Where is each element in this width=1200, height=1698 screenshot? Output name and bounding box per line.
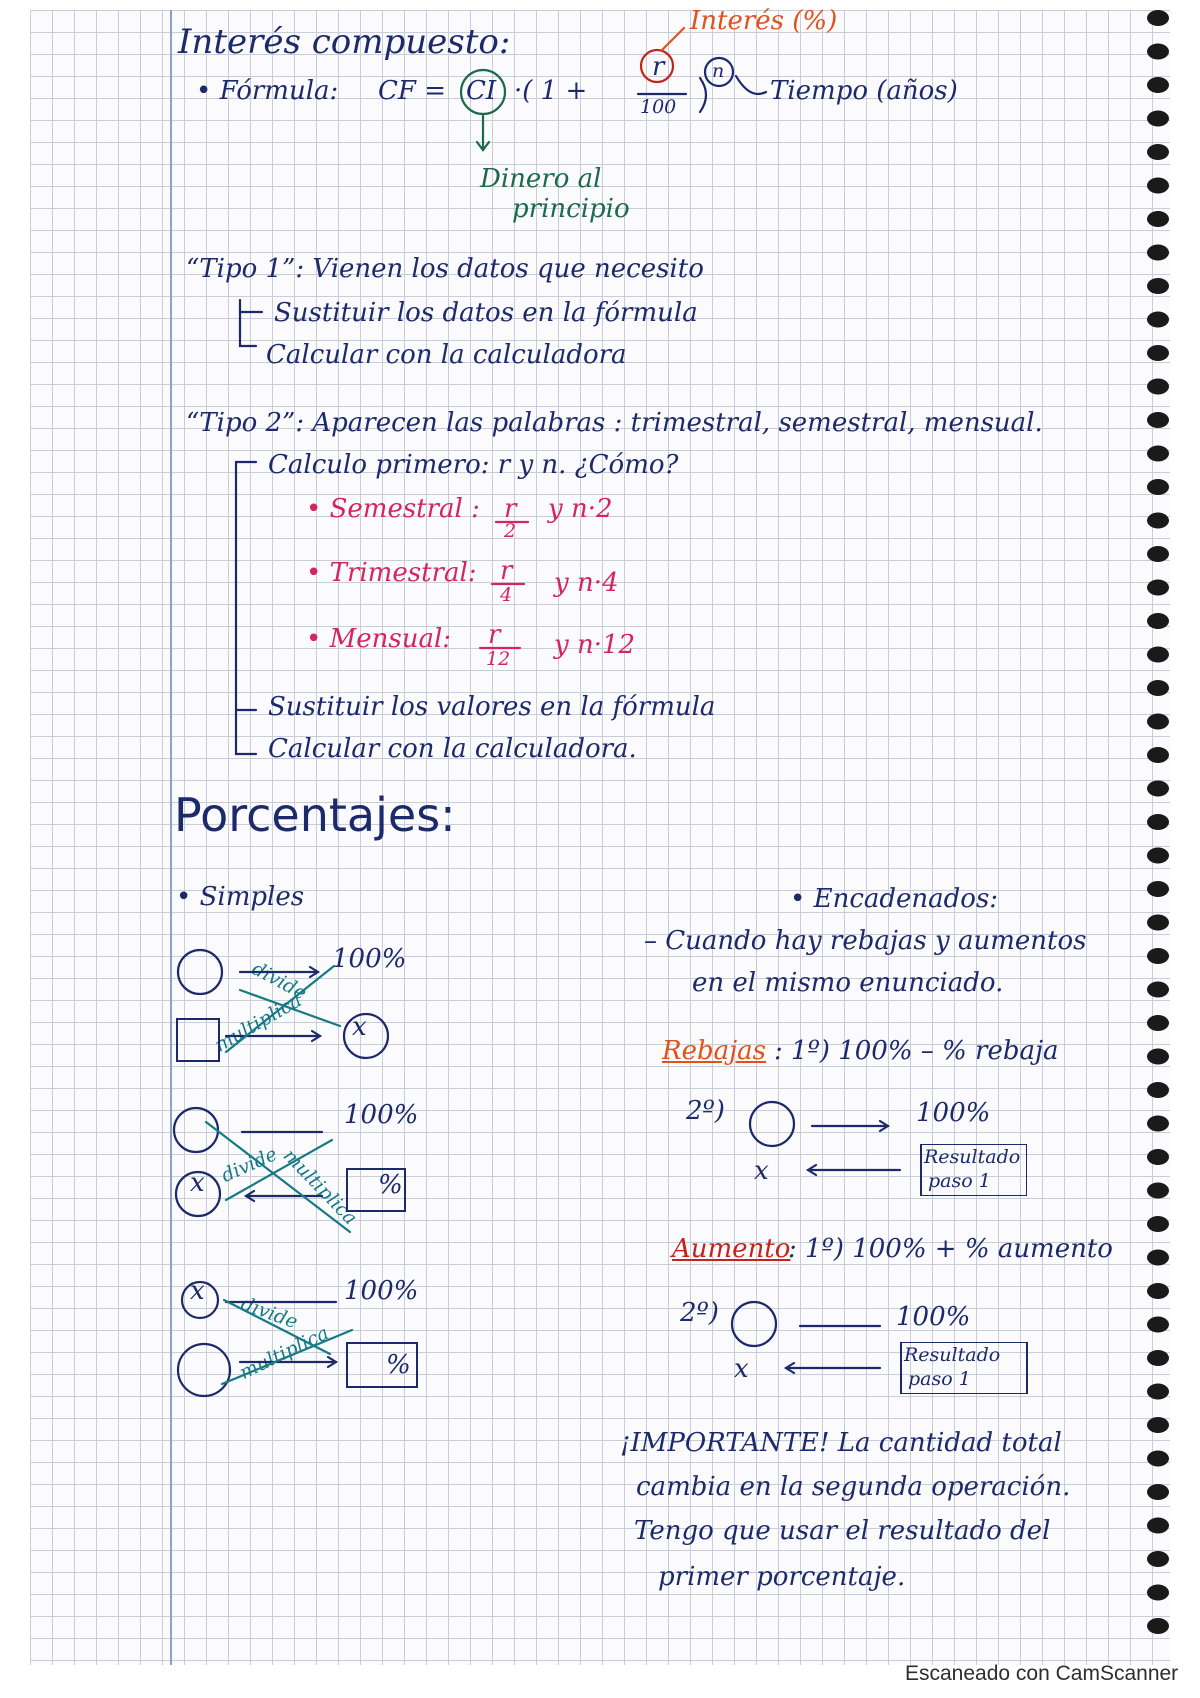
mensual-denominator: 12 — [486, 648, 511, 670]
semestral-denominator: 2 — [504, 520, 517, 542]
tipo1-step1: Sustituir los datos en la fórmula — [274, 298, 698, 328]
rebajas-step1: : 1º) 100% – % rebaja — [774, 1036, 1059, 1066]
formula-cf: CF = — [378, 76, 446, 106]
formula-100: 100 — [640, 96, 677, 118]
porcentajes-title: Porcentajes: — [174, 788, 456, 842]
aumento-paso1: paso 1 — [908, 1368, 971, 1390]
tipo2-heading: “Tipo 2”: Aparecen las palabras : trimestral, semestral, mensual. — [186, 408, 1043, 438]
aumento-step1: : 1º) 100% + % aumento — [788, 1234, 1113, 1264]
simple1-multiplica: multiplica — [210, 989, 306, 1057]
tipo2-step2: Sustituir los valores en la fórmula — [268, 692, 716, 722]
rebajas-100: 100% — [916, 1098, 991, 1128]
aumento-x: x — [734, 1354, 749, 1384]
aumento-step2-label: 2º) — [680, 1298, 719, 1328]
rebajas-resultado: Resultado — [924, 1146, 1021, 1168]
tipo1-step2: Calcular con la calculadora — [266, 340, 627, 370]
simple2-x: x — [190, 1168, 205, 1198]
simple3-100: 100% — [344, 1276, 419, 1306]
simples-label: • Simples — [176, 882, 305, 912]
importante-line-2: cambia en la segunda operación. — [636, 1472, 1071, 1502]
annotation-dinero-1: Dinero al — [480, 164, 602, 194]
scanner-watermark: Escaneado con CamScanner — [905, 1662, 1179, 1685]
annotation-dinero-2: principio — [512, 194, 630, 224]
annotation-interes: Interés (%) — [690, 6, 838, 36]
importante-line-4: primer porcentaje. — [658, 1562, 906, 1592]
trimestral-label: • Trimestral: — [306, 558, 477, 588]
importante-line-3: Tengo que usar el resultado del — [634, 1516, 1051, 1546]
simple2-pct: % — [378, 1170, 403, 1200]
mensual-r: r — [488, 620, 501, 650]
aumento-label: Aumento — [672, 1234, 791, 1264]
trimestral-denominator: 4 — [500, 584, 513, 606]
annotation-tiempo: Tiempo (años) — [770, 76, 958, 106]
encadenados-desc-1: – Cuando hay rebajas y aumentos — [644, 926, 1087, 956]
semestral-r: r — [504, 494, 517, 524]
simple1-100: 100% — [332, 944, 407, 974]
mensual-label: • Mensual: — [306, 624, 452, 654]
simple2-divide: divide — [218, 1143, 281, 1187]
formula-r: r — [652, 52, 665, 82]
mensual-n: y n·12 — [554, 630, 636, 660]
interes-title: Interés compuesto: — [178, 22, 511, 62]
semestral-label: • Semestral : — [306, 494, 480, 524]
trimestral-n: y n·4 — [554, 568, 619, 598]
tipo2-step3: Calcular con la calculadora. — [268, 734, 637, 764]
importante-line-1: ¡IMPORTANTE! La cantidad total — [620, 1428, 1062, 1458]
rebajas-label: Rebajas — [662, 1036, 767, 1066]
formula-middle: ·( 1 + — [514, 76, 588, 106]
simple2-100: 100% — [344, 1100, 419, 1130]
formula-ci: CI — [466, 76, 497, 106]
simple3-multiplica: multiplica — [236, 1321, 333, 1385]
rebajas-x: x — [754, 1156, 769, 1186]
aumento-100: 100% — [896, 1302, 971, 1332]
rebajas-paso1: paso 1 — [928, 1170, 991, 1192]
simple2-multiplica: multiplica — [278, 1144, 362, 1230]
simple3-pct: % — [386, 1350, 411, 1380]
aumento-resultado: Resultado — [904, 1344, 1001, 1366]
simple3-divide: divide — [238, 1292, 301, 1334]
simple1-divide: divide — [248, 957, 311, 1005]
formula-n: n — [712, 60, 725, 82]
formula-label: • Fórmula: — [196, 76, 339, 106]
simple1-x: x — [352, 1012, 367, 1042]
encadenados-label: • Encadenados: — [790, 884, 999, 914]
trimestral-r: r — [500, 556, 513, 586]
simple3-x: x — [190, 1276, 205, 1306]
tipo1-heading: “Tipo 1”: Vienen los datos que necesito — [186, 254, 704, 284]
tipo2-step1: Calculo primero: r y n. ¿Cómo? — [268, 450, 679, 480]
rebajas-step2-label: 2º) — [686, 1096, 725, 1126]
semestral-n: y n·2 — [548, 494, 613, 524]
encadenados-desc-2: en el mismo enunciado. — [692, 968, 1004, 998]
